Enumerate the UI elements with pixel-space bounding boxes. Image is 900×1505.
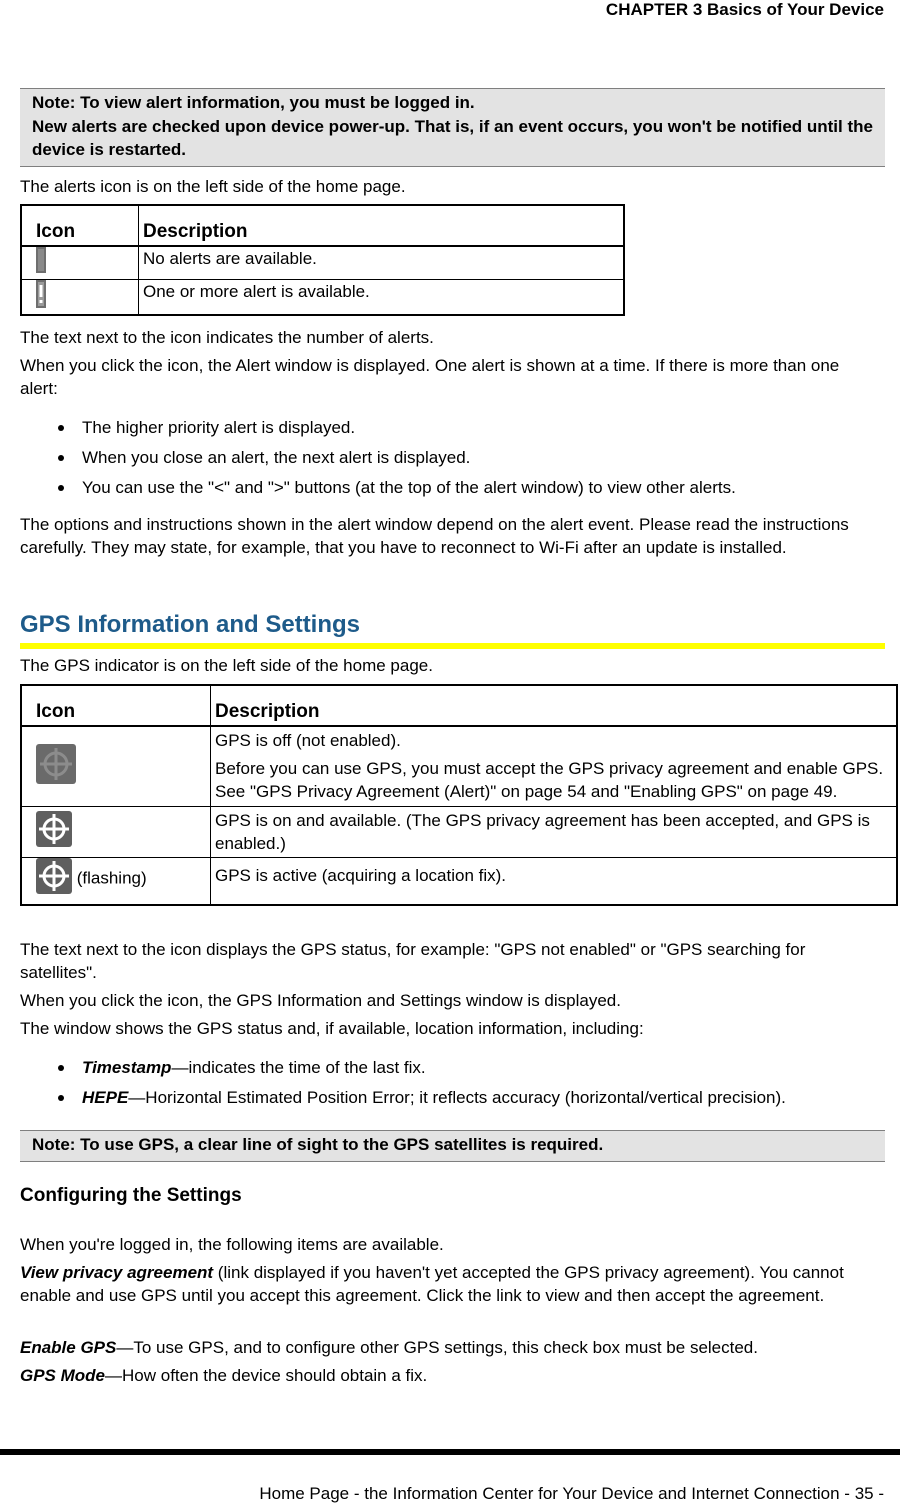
gps-on-icon bbox=[36, 811, 72, 853]
footer-rule bbox=[0, 1449, 900, 1455]
login-note bbox=[20, 88, 885, 167]
gps-col-icon: Icon bbox=[21, 685, 211, 726]
alerts-col-desc: Description bbox=[139, 205, 625, 246]
list-item bbox=[20, 1086, 880, 1109]
bullet-text: —Horizontal Estimated Position Error; it reflects accuracy (horizontal/vertical precision). bbox=[128, 1088, 786, 1107]
gps-section-heading bbox=[20, 610, 885, 649]
alerts-count-text: The text next to the icon indicates the number of alerts. bbox=[20, 328, 434, 347]
note-line-1: Note: To view alert information, you must be logged in. bbox=[32, 93, 475, 112]
gps-window-text: The window shows the GPS status and, if available, location information, including: bbox=[20, 1019, 644, 1038]
alerts-click-text: When you click the icon, the Alert window is displayed. One alert is shown at a time. If there is more than one alert: bbox=[20, 356, 840, 398]
config-text: —How often the device should obtain a fix. bbox=[105, 1366, 428, 1385]
table-row bbox=[21, 807, 897, 858]
list-item: You can use the "<" and ">" buttons (at the top of the alert window) to view other alerts. bbox=[20, 476, 865, 499]
list-item bbox=[20, 1056, 880, 1079]
list-item: The higher priority alert is displayed. bbox=[20, 416, 865, 439]
gps-active-desc: GPS is active (acquiring a location fix). bbox=[211, 858, 898, 906]
gps-off-desc: GPS is off (not enabled). bbox=[215, 731, 401, 750]
bullet-term: HEPE bbox=[82, 1088, 129, 1107]
list-item: When you close an alert, the next alert is displayed. bbox=[20, 446, 865, 469]
config-term: GPS Mode bbox=[20, 1366, 106, 1385]
gps-click-text: When you click the icon, the GPS Information and Settings window is displayed. bbox=[20, 991, 621, 1010]
alerts-table bbox=[20, 204, 625, 316]
alerts-bullet-list bbox=[20, 416, 865, 506]
gps-status-text: The text next to the icon displays the GPS status, for example: "GPS not enabled" or "GPS searching for satellites". bbox=[20, 940, 806, 982]
config-text: —To use GPS, and to configure other GPS settings, this check box must be selected. bbox=[116, 1338, 758, 1357]
gps-heading-text: GPS Information and Settings bbox=[20, 611, 361, 638]
alerts-intro: The alerts icon is on the left side of the home page. bbox=[20, 177, 406, 196]
alert-none-icon bbox=[36, 247, 46, 279]
config-item-enable bbox=[20, 1336, 882, 1359]
gps-on-desc: GPS is on and available. (The GPS privacy agreement has been accepted, and GPS is enabled.) bbox=[211, 807, 898, 858]
chapter-header: CHAPTER 3 Basics of Your Device bbox=[605, 0, 884, 19]
heading-rule bbox=[20, 643, 885, 649]
gps-off-icon bbox=[36, 744, 76, 790]
config-text: (link displayed if you haven't yet accepted the GPS privacy agreement). You cannot enable and use GPS until you accept this agreement. Click the link to view and then accept the agreement. bbox=[20, 1263, 844, 1305]
note-line-2: New alerts are checked upon device power-up. That is, if an event occurs, you won't be notified until the device is restarted. bbox=[32, 116, 873, 159]
page-footer: Home Page - the Information Center for Your Device and Internet Connection - 35 - bbox=[259, 1484, 884, 1503]
gps-col-desc: Description bbox=[211, 685, 898, 726]
bullet-text: —indicates the time of the last fix. bbox=[171, 1058, 426, 1077]
gps-table bbox=[20, 684, 898, 906]
gps-bullet-list bbox=[20, 1056, 880, 1116]
config-item-mode bbox=[20, 1364, 882, 1387]
bullet-term: Timestamp bbox=[82, 1058, 172, 1077]
alerts-col-icon: Icon bbox=[21, 205, 139, 246]
table-row bbox=[21, 858, 897, 906]
config-item-privacy bbox=[20, 1261, 882, 1307]
alert-row-desc: One or more alert is available. bbox=[139, 280, 625, 316]
alert-exclamation-icon bbox=[36, 280, 46, 314]
config-term: View privacy agreement bbox=[20, 1263, 214, 1282]
table-row bbox=[21, 726, 897, 807]
gps-line-of-sight-note: Note: To use GPS, a clear line of sight to the GPS satellites is required. bbox=[20, 1130, 885, 1162]
gps-off-detail: Before you can use GPS, you must accept the GPS privacy agreement and enable GPS. See "GPS Privacy Agreement (Alert)" on page 54 and "Enabling GPS" on page 49. bbox=[215, 759, 884, 801]
gps-intro: The GPS indicator is on the left side of the home page. bbox=[20, 656, 433, 675]
config-term: Enable GPS bbox=[20, 1338, 117, 1357]
config-intro: When you're logged in, the following items are available. bbox=[20, 1235, 444, 1254]
alerts-options-text: The options and instructions shown in the alert window depend on the alert event. Please read the instructions carefully. They may state, for example, that you have to reconnect to Wi-Fi after an update is installed. bbox=[20, 515, 849, 557]
alert-row-desc: No alerts are available. bbox=[139, 246, 625, 280]
gps-active-icon bbox=[36, 858, 72, 900]
gps-flashing-label: (flashing) bbox=[76, 868, 147, 888]
table-row bbox=[21, 280, 624, 316]
config-heading: Configuring the Settings bbox=[20, 1185, 242, 1206]
table-row bbox=[21, 246, 624, 280]
